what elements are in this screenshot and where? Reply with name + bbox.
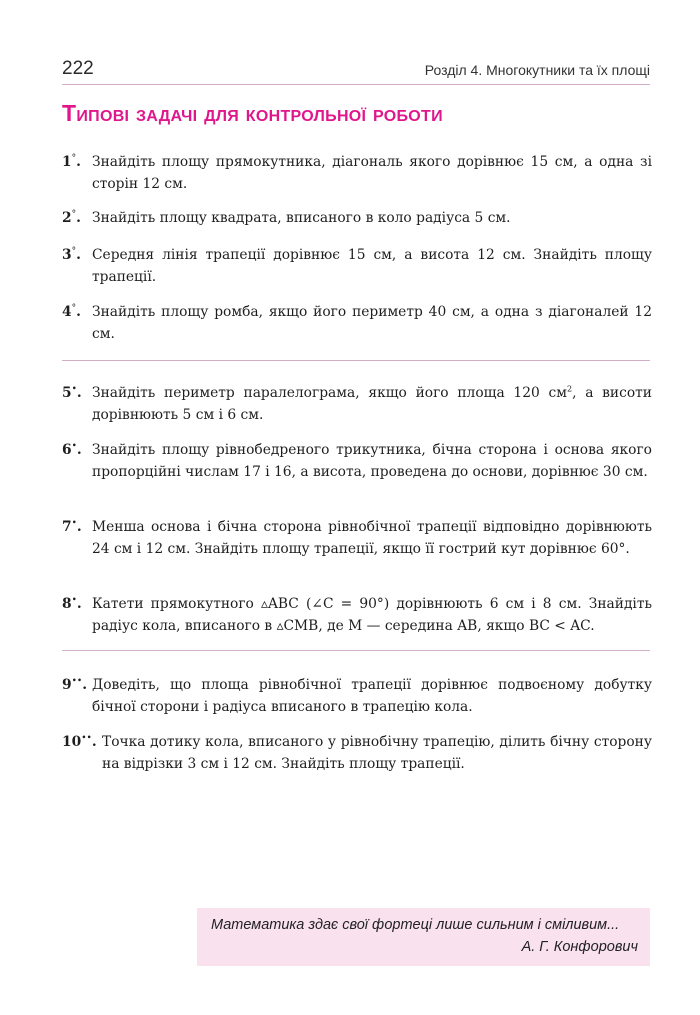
problem-number: 6•.: [62, 441, 82, 458]
problem-item: [62, 731, 652, 775]
quote-box: [197, 908, 650, 966]
problem-number: 3°.: [62, 246, 81, 263]
problem-text: Знайдіть площу квадрата, вписаного в коло радіуса 5 см.: [92, 210, 511, 226]
problem-number: 5•.: [62, 384, 82, 401]
problem-item: [62, 151, 652, 195]
problem-item: [62, 244, 652, 288]
page-title: Типові задачі для контрольної роботи: [62, 100, 443, 126]
quote-text: Математика здає свої фортеці лише сильним і сміливим...: [211, 917, 620, 933]
problem-text: Доведіть, що площа рівнобічної трапеції дорівнює подвоєному добутку бічної сторони і радіуса вписаного в трапецію кола.: [92, 677, 652, 715]
section-divider: [62, 360, 650, 361]
problem-number: 1°.: [62, 153, 81, 170]
problem-text: Знайдіть площу прямокутника, діагональ якого дорівнює 15 см, а одна зі сторін 12 см.: [92, 154, 652, 192]
problem-item: [62, 207, 652, 229]
problem-number: 9••.: [62, 676, 88, 693]
problem-item: [62, 593, 652, 637]
page-header: [62, 58, 650, 85]
running-head: Розділ 4. Многокутники та їх площі: [424, 62, 650, 78]
problem-text: Катети прямокутного ▵ABC (∠C = 90°) дорівнюють 6 см і 8 см. Знайдіть радіус кола, вписаного в ▵CMB, де M — середина AB, якщо BC < AC.: [92, 596, 652, 634]
problem-text: Знайдіть площу рівнобедреного трикутника, бічна сторона і основа якого пропорційні числам 17 і 16, а висота, проведена до основи, дорівнює 30 см.: [92, 442, 652, 480]
problem-item: [62, 301, 652, 345]
problem-item: [62, 674, 652, 718]
problem-text: Знайдіть площу ромба, якщо його периметр 40 см, а одна з діагоналей 12 см.: [92, 304, 652, 342]
problem-item: [62, 439, 652, 483]
problem-text: Середня лінія трапеції дорівнює 15 см, а висота 12 см. Знайдіть площу трапеції.: [92, 247, 652, 285]
problem-item: [62, 382, 652, 426]
problem-number: 7•.: [62, 518, 82, 535]
problem-text: Менша основа і бічна сторона рівнобічної трапеції відповідно дорівнюють 24 см і 12 см. Знайдіть площу трапеції, якщо її гострий кут дорівнює 60°.: [92, 519, 652, 557]
quote-author: А. Г. Конфорович: [521, 939, 638, 955]
problem-number: 8•.: [62, 595, 82, 612]
page-number: 222: [62, 58, 94, 79]
problem-text: Точка дотику кола, вписаного у рівнобічну трапецію, ділить бічну сторону на відрізки 3 см і 12 см. Знайдіть площу трапеції.: [102, 734, 652, 772]
problem-item: [62, 516, 652, 560]
section-divider: [62, 650, 650, 651]
problem-number: 2°.: [62, 209, 81, 226]
problem-number: 10••.: [62, 733, 97, 750]
problem-text: Знайдіть периметр паралелограма, якщо його площа 120 $см^2$, а висоти дорівнюють 5 см і 6 см.: [92, 384, 652, 423]
problem-number: 4°.: [62, 303, 81, 320]
